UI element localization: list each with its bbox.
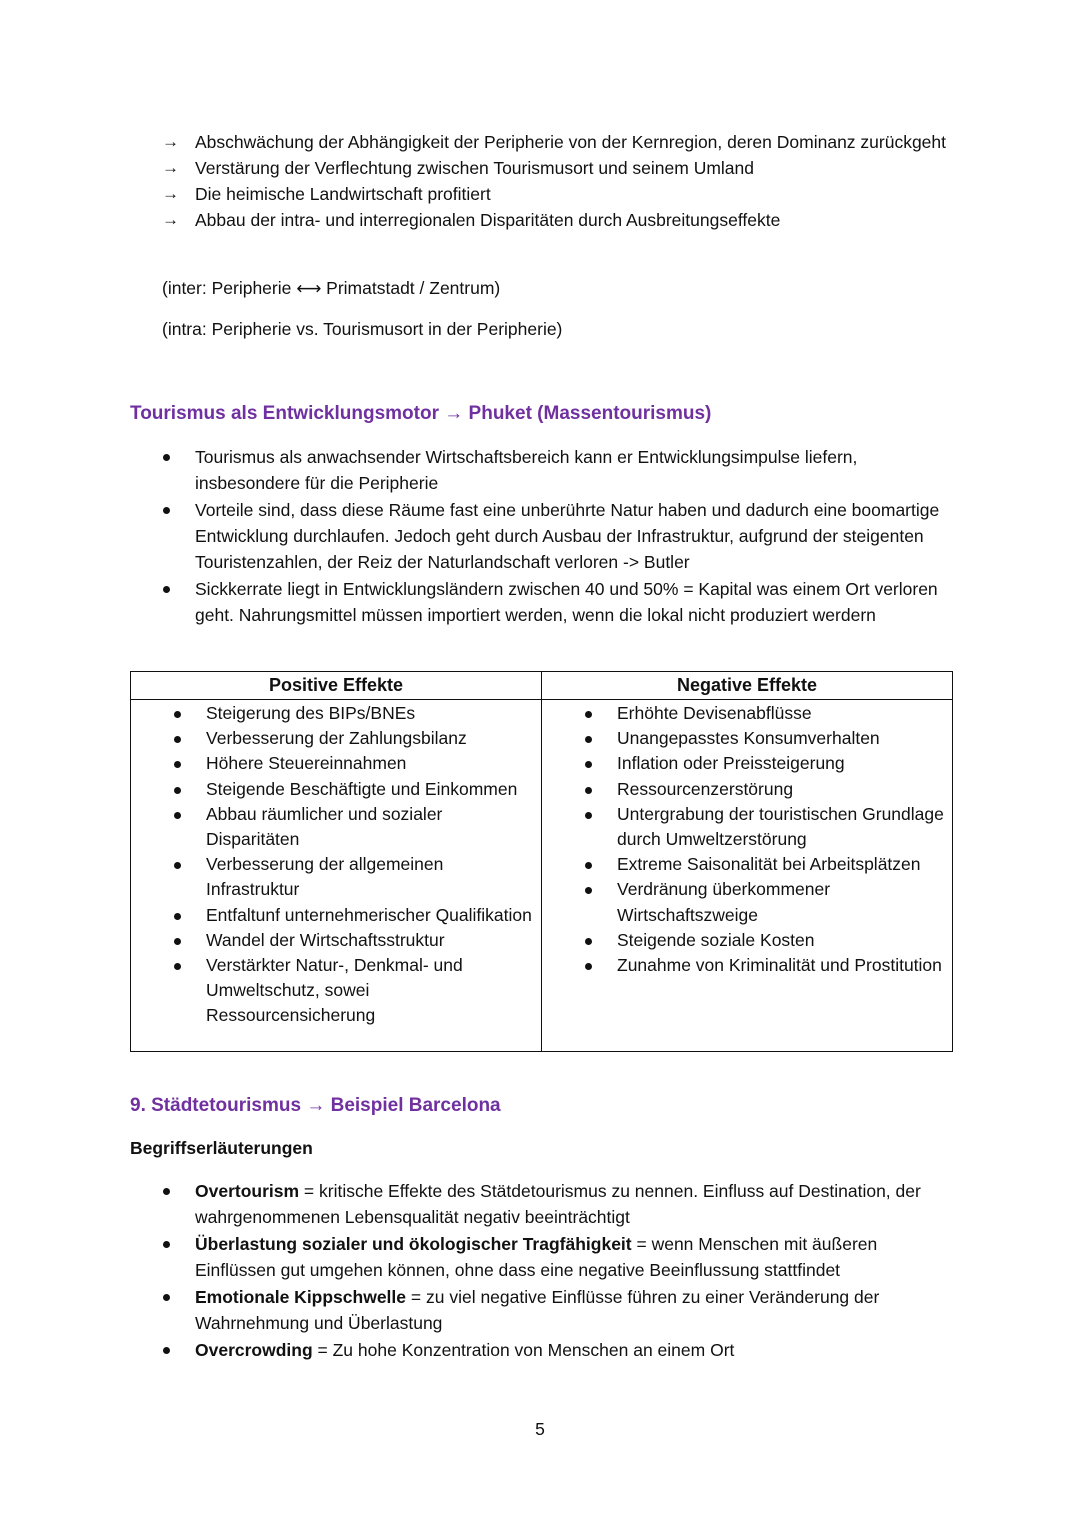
list-item: Entfaltunf unternehmerischer Qualifikation [131,903,541,928]
positive-effects-cell [131,700,542,1052]
list-item: Steigende Beschäftigte und Einkommen [131,777,541,802]
note-inter: (inter: Peripherie ⟷ Primatstadt / Zentrum) [162,278,501,298]
arrow-right-icon: → [444,403,464,424]
bullet-icon [163,1347,170,1354]
bullet-icon [585,761,592,768]
list-item: Inflation oder Preissteigerung [542,751,952,776]
list-item: Emotionale Kippschwelle = zu viel negative Einflüsse führen zu einer Veränderung der Wahrnehmung und Überlastung [130,1284,960,1336]
list-item: Extreme Saisonalität bei Arbeitsplätzen [542,852,952,877]
list-item: Overcrowding = Zu hohe Konzentration von Menschen an einem Ort [130,1337,960,1363]
list-item: Verbesserung der allgemeinen Infrastruktur [131,852,541,902]
list-item: Ressourcenzerstörung [542,777,952,802]
bullet-icon [163,586,170,593]
bullet-icon [174,761,181,768]
list-item: Zunahme von Kriminalität und Prostitution [542,953,952,978]
bullet-icon [163,1188,170,1195]
list-item: Abbau räumlicher und sozialer Disparitäten [131,802,541,852]
list-item: Unangepasstes Konsumverhalten [542,726,952,751]
bullet-icon [585,938,592,945]
arrow-item: → Abbau der intra- und interregionalen Disparitäten durch Ausbreitungseffekte [130,207,1010,233]
arrow-right-icon: → [162,184,179,203]
bullet-icon [585,963,592,970]
list-item: Wandel der Wirtschaftsstruktur [131,928,541,953]
bullet-icon [174,812,181,819]
list-item: Verbesserung der Zahlungsbilanz [131,726,541,751]
bullet-icon [174,711,181,718]
note-intra: (intra: Peripherie vs. Tourismusort in der Peripherie) [162,319,563,339]
bullet-icon [163,507,170,514]
bullet-icon [585,736,592,743]
list-item: Steigerung des BIPs/BNEs [131,701,541,726]
bullet-icon [585,862,592,869]
subheading-terms: Begriffserläuterungen [130,1138,313,1158]
list-item: Steigende soziale Kosten [542,928,952,953]
list-item: Untergrabung der touristischen Grundlage durch Umweltzerstörung [542,802,952,852]
page-number: 5 [535,1419,545,1439]
list-item: Verdränung überkommener Wirtschaftszweige [542,877,952,927]
arrow-right-icon: → [306,1095,326,1116]
bullet-icon [163,1241,170,1248]
arrow-item: → Verstärung der Verflechtung zwischen Tourismusort und seinem Umland [130,155,1010,181]
list-item: Tourismus als anwachsender Wirtschaftsbereich kann er Entwicklungsimpulse liefern, insbesondere für die Peripherie [130,444,950,496]
arrow-item: → Die heimische Landwirtschaft profitiert [130,181,1010,207]
list-item: Vorteile sind, dass diese Räume fast eine unberührte Natur haben und dadurch eine boomartige Entwicklung durchlaufen. Jedoch geht durch Ausbau der Infrastruktur, aufgrund der steigenten Touristenzahlen, der Reiz der Naturlandschaft verloren -> Butler [130,497,950,575]
bullet-icon [174,913,181,920]
negative-effects-cell [542,700,953,1052]
arrow-item: → Abschwächung der Abhängigkeit der Peripherie von der Kernregion, deren Dominanz zurückgeht [130,129,1010,155]
list-item: Höhere Steuereinnahmen [131,751,541,776]
bullet-icon [163,1294,170,1301]
bullet-icon [585,812,592,819]
bullet-icon [585,887,592,894]
list-item: Verstärkter Natur-, Denkmal- und Umweltschutz, sowei Ressourcensicherung [131,953,541,1029]
list-item: Erhöhte Devisenabflüsse [542,701,952,726]
bullet-icon [163,454,170,461]
terms-list [130,1177,960,1363]
arrow-right-icon: → [162,132,179,151]
section-heading-tourism-motor: Tourismus als Entwicklungsmotor → Phuket (Massentourismus) [130,403,712,424]
bullet-icon [174,938,181,945]
negative-effects-header: Negative Effekte [542,672,953,700]
positive-effects-list [131,701,541,1029]
list-item: Sickkerrate liegt in Entwicklungsländern zwischen 40 und 50% = Kapital was einem Ort verloren geht. Nahrungsmittel müssen importiert werden, wenn die lokal nicht produziert werdern [130,576,950,628]
arrow-list [130,129,1010,233]
positive-effects-header: Positive Effekte [131,672,542,700]
section1-bullet-list [130,444,950,628]
bullet-icon [585,711,592,718]
bullet-icon [174,963,181,970]
arrow-right-icon: → [162,158,179,177]
bullet-icon [174,862,181,869]
list-item: Überlastung sozialer und ökologischer Tragfähigkeit = wenn Menschen mit äußeren Einflüssen gut umgehen können, ohne dass eine negative Beeinflussung stattfindet [130,1231,960,1283]
list-item: Overtourism = kritische Effekte des Stätdetourismus zu nennen. Einfluss auf Destination, der wahrgenommenen Lebensqualität negativ beeinträchtigt [130,1178,960,1230]
bullet-icon [585,787,592,794]
negative-effects-list [542,701,952,978]
arrow-right-icon: → [162,210,179,229]
bullet-icon [174,787,181,794]
effects-table [130,671,953,1052]
section-heading-city-tourism: 9. Städtetourismus → Beispiel Barcelona [130,1095,501,1116]
bullet-icon [174,736,181,743]
